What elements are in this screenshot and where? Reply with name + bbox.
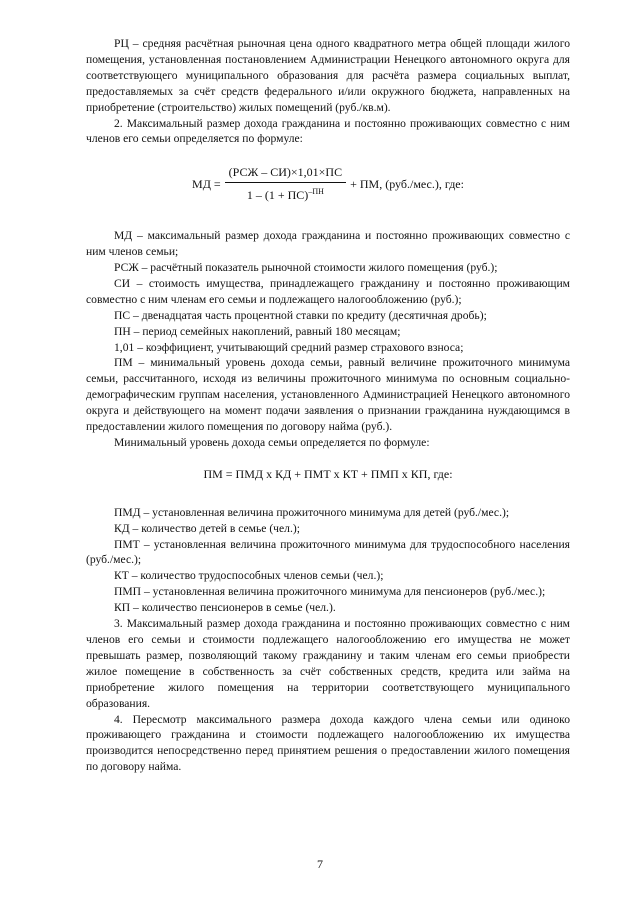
paragraph-max-income-intro: 2. Максимальный размер дохода гражданина и постоянно проживающих совместно с ним членов его семьи определяется по формуле:	[86, 116, 570, 146]
definition-pmp: ПМП – установленная величина прожиточного минимума для пенсионеров (руб./мес.);	[114, 585, 546, 599]
definition-kp: КП – количество пенсионеров в семье (чел.).	[114, 601, 336, 615]
page-number: 7	[317, 857, 323, 871]
definition-rszh: РСЖ – расчётный показатель рыночной стоимости жилого помещения (руб.);	[114, 260, 498, 274]
definition-pmt: ПМТ – установленная величина прожиточного минимума для трудоспособного населения (руб./мес.);	[86, 537, 570, 567]
definition-md: МД – максимальный размер дохода гражданина и постоянно проживающих совместно с ним членов семьи;	[86, 229, 570, 259]
paragraph-item-3: 3. Максимальный размер дохода гражданина и постоянно проживающих совместно с ним членов его семьи и стоимости подлежащего налогообложению его имущества не может превышать размер, позволяющий такому гражданину и таким членам его семьи приобрести жилое помещение в собственность за счёт собственных средств, кредита или займа на приобретение жилого помещения на территории соответствующего муниципального образования.	[86, 617, 570, 710]
paragraph-item-4: 4. Пересмотр максимального размера дохода каждого члена семьи или одиноко проживающего гражданина и стоимости подлежащего налогообложению их имущества производится непосредственно перед принятием решения о предоставлении жилого помещения по договору найма.	[86, 712, 570, 774]
formula-exponent: –ПН	[308, 187, 324, 197]
paragraph-min-income-intro: Минимальный уровень дохода семьи определяется по формуле:	[114, 435, 430, 449]
document-page	[86, 36, 570, 775]
paragraph-rc-definition: РЦ – средняя расчётная рыночная цена одного квадратного метра общей площади жилого помещения, установленная постановлением Администрации Ненецкого автономного округа для соответствующего муниципального образования для расчёта размера социальных выплат, предоставляемых за счёт средств федерального и/или окружного бюджета, направленных на приобретение (строительство) жилых помещений (руб./кв.м).	[86, 37, 570, 114]
formula-denominator-base: 1 – (1 + ПС)	[246, 188, 309, 203]
formula-denominator	[243, 183, 328, 204]
definition-kd: КД – количество детей в семье (чел.);	[114, 521, 300, 535]
formula-numerator: (РСЖ – СИ)×1,01×ПС	[225, 165, 346, 183]
definition-si: СИ – стоимость имущества, принадлежащего гражданину и постоянно проживающим совместно с ним членам его семьи и подлежащего налогообложению (руб.);	[86, 276, 570, 306]
formula-rhs: + ПМ, (руб./мес.), где:	[350, 176, 464, 191]
definition-pm: ПМ – минимальный уровень дохода семьи, равный величине прожиточного минимума семьи, рассчитанного, исходя из величины прожиточного минимума по основным социально-демографическим группам населения, установленного Администрацией Ненецкого автономного округа и действующего на момент подачи заявления о признании гражданина нуждающимся в предоставлении жилого помещения по договору найма (руб.).	[86, 356, 570, 434]
definition-pn: ПН – период семейных накоплений, равный 180 месяцам;	[114, 324, 401, 338]
formula-max-income	[86, 165, 570, 204]
definition-kt: КТ – количество трудоспособных членов семьи (чел.);	[114, 569, 384, 583]
definition-ps: ПС – двенадцатая часть процентной ставки по кредиту (десятичная дробь);	[114, 308, 487, 322]
definition-pmd: ПМД – установленная величина прожиточного минимума для детей (руб./мес.);	[114, 505, 510, 519]
formula-min-income: ПМ = ПМД х КД + ПМТ х КТ + ПМП х КП, где:	[203, 466, 453, 481]
definition-coefficient: 1,01 – коэффициент, учитывающий средний размер страхового взноса;	[114, 340, 464, 354]
formula-lhs: МД =	[192, 176, 221, 191]
formula-fraction	[225, 165, 346, 204]
